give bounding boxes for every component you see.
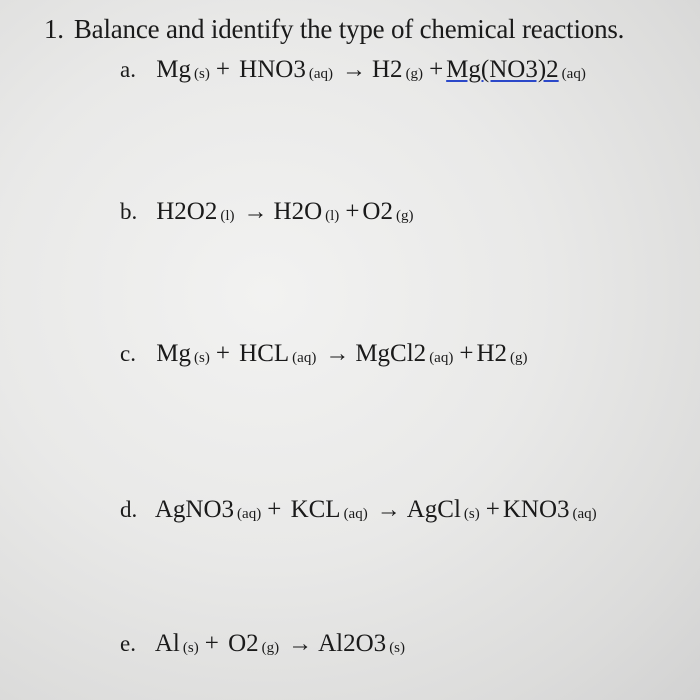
plus-sign: + [345,198,360,225]
plus-sign: + [459,340,474,367]
product-2: H2 [476,340,508,367]
product-2: KNO3 [502,496,570,523]
reaction-letter: a. [120,57,136,82]
product-2-state: (g) [395,208,414,224]
reaction-arrow: → [325,341,350,367]
reactant-2-state: (aq) [292,350,317,366]
plus-sign: + [267,496,282,523]
reactant-2: O2 [228,630,259,657]
reaction-arrow: → [376,497,401,523]
product-1: H2O [273,198,323,225]
plus-sign: + [215,340,230,367]
product-1-state: (g) [405,66,424,82]
reactant-2: HNO3 [239,56,306,83]
reactant-2: KCL [290,496,341,523]
reactant-2: HCL [239,340,290,367]
reactant-2-state: (aq) [308,66,333,82]
product-1-state: (aq) [429,350,454,366]
reactant-1: AgNO3 [154,496,235,523]
product-2-underlined: Mg(NO3)2 [446,56,559,83]
reactant-1-state: (s) [193,350,210,366]
product-1-state: (l) [325,208,340,224]
reactant-1-state: (s) [193,66,210,82]
reaction-b [120,198,416,226]
reactant-1: H2O2 [156,198,218,225]
reaction-letter: e. [120,631,136,656]
reaction-arrow: → [243,199,268,225]
reactant-1: Al [154,630,180,657]
reaction-arrow: → [342,57,366,83]
plus-sign: + [485,496,500,523]
reaction-a [120,56,589,84]
reaction-arrow: → [288,631,313,657]
product-2-state: (g) [510,350,528,366]
reactant-1: Mg [156,340,191,367]
product-1: MgCl2 [355,340,427,367]
product-2: O2 [362,198,393,225]
product-1-state: (s) [389,640,406,656]
reactant-2-state: (g) [261,640,280,656]
plus-sign: + [215,56,230,83]
reactant-1: Mg [156,56,191,83]
product-2-state: (aq) [561,66,586,82]
reactant-1-state: (aq) [237,506,262,522]
question-heading [44,14,624,45]
question-number: 1. [44,14,64,44]
reaction-letter: b. [120,199,138,224]
reactant-1-state: (s) [182,640,199,656]
product-1-state: (s) [463,506,480,522]
product-1: AgCl [406,496,461,523]
reaction-d [120,496,600,524]
product-2-state: (aq) [572,506,597,522]
reactant-2-state: (aq) [343,506,368,522]
product-1: H2 [372,56,403,83]
product-1: Al2O3 [318,630,387,657]
reaction-c [120,340,531,368]
reaction-e [120,630,408,658]
reactant-1-state: (l) [220,208,235,224]
reaction-letter: d. [120,497,138,522]
question-text: Balance and identify the type of chemical reactions. [73,14,625,44]
reaction-letter: c. [120,341,136,366]
plus-sign: + [429,56,444,83]
plus-sign: + [204,630,219,657]
